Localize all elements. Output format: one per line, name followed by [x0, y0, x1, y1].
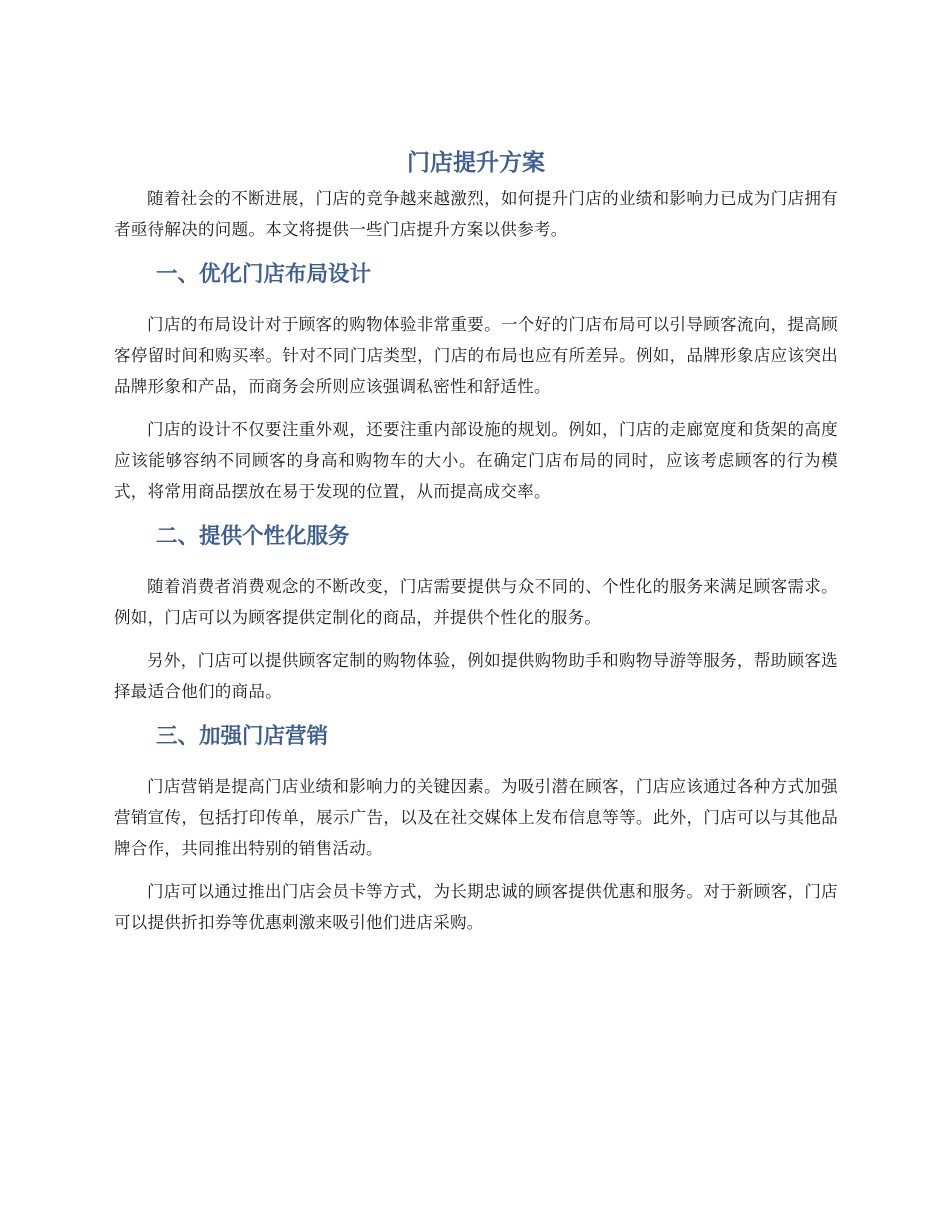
section-marketing	[114, 721, 838, 938]
section-heading: 三、加强门店营销	[156, 724, 329, 749]
document-page	[114, 145, 838, 938]
section-paragraph: 随着消费者消费观念的不断改变，门店需要提供与众不同的、个性化的服务来满足顾客需求。例如，门店可以为顾客提供定制化的商品，并提供个性化的服务。	[114, 577, 838, 627]
section-paragraph: 门店的布局设计对于顾客的购物体验非常重要。一个好的门店布局可以引导顾客流向，提高顾客停留时间和购买率。针对不同门店类型，门店的布局也应有所差异。例如，品牌形象店应该突出品牌形象和产品，而商务会所则应该强调私密性和舒适性。	[114, 315, 838, 396]
document-title: 门店提升方案	[407, 150, 545, 176]
section-paragraph: 门店可以通过推出门店会员卡等方式，为长期忠诚的顾客提供优惠和服务。对于新顾客，门店可以提供折扣券等优惠刺激来吸引他们进店采购。	[114, 882, 838, 932]
section-heading: 一、优化门店布局设计	[156, 262, 372, 287]
section-heading: 二、提供个性化服务	[156, 524, 350, 549]
section-service	[114, 521, 838, 707]
section-paragraph: 门店的设计不仅要注重外观，还要注重内部设施的规划。例如，门店的走廊宽度和货架的高度应该能够容纳不同顾客的身高和购物车的大小。在确定门店布局的同时，应该考虑顾客的行为模式，将常用商品摆放在易于发现的位置，从而提高成交率。	[114, 420, 838, 501]
intro-paragraph: 随着社会的不断进展，门店的竞争越来越激烈，如何提升门店的业绩和影响力已成为门店拥有者亟待解决的问题。本文将提供一些门店提升方案以供参考。	[114, 189, 838, 239]
section-paragraph: 门店营销是提高门店业绩和影响力的关键因素。为吸引潜在顾客，门店应该通过各种方式加强营销宣传，包括打印传单，展示广告，以及在社交媒体上发布信息等等。此外，门店可以与其他品牌合作，共同推出特别的销售活动。	[114, 777, 838, 858]
section-paragraph: 另外，门店可以提供顾客定制的购物体验，例如提供购物助手和购物导游等服务，帮助顾客选择最适合他们的商品。	[114, 651, 838, 701]
section-layout	[114, 259, 838, 507]
